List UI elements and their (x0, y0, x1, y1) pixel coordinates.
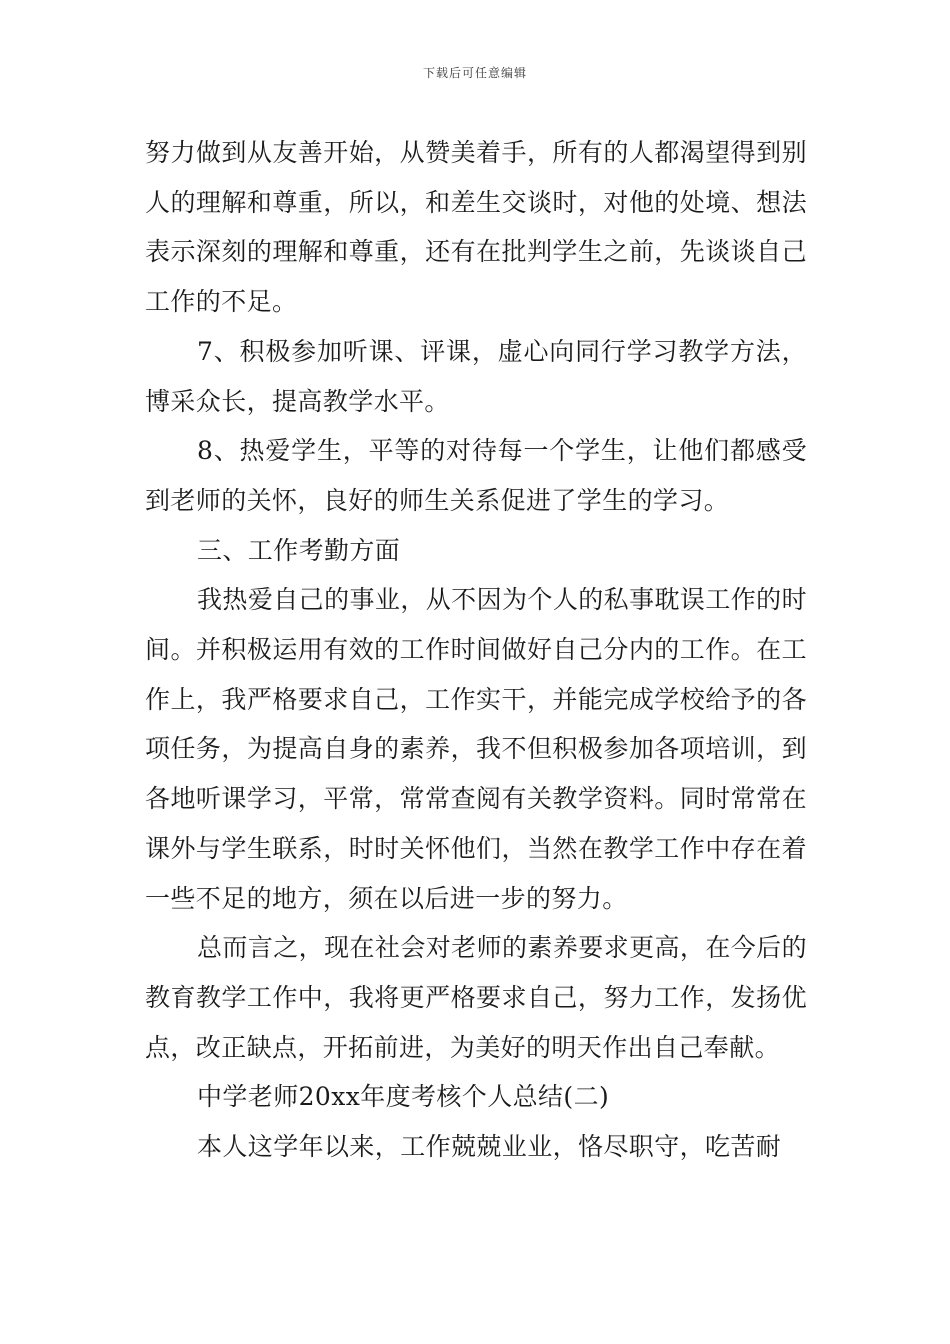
paragraph-5: 我热爱自己的事业，从不因为个人的私事耽误工作的时间。并积极运用有效的工作时间做好自己分内的工作。在工作上，我严格要求自己，工作实干，并能完成学校给予的各项任务，为提高自身的素养，我不但积极参加各项培训，到各地听课学习，平常，常常查阅有关教学资料。同时常常在课外与学生联系，时时关怀他们，当然在教学工作中存在着一些不足的地方，须在以后进一步的努力。 (145, 585, 807, 913)
page-header: 下载后可任意编辑 (422, 66, 527, 80)
section-heading-attendance: 三、工作考勤方面 (197, 535, 401, 565)
document-body (145, 128, 807, 1172)
document-subtitle: 中学老师20xx年度考核个人总结(二) (197, 1082, 610, 1112)
paragraph-8: 本人这学年以来，工作兢兢业业，恪尽职守，吃苦耐 (197, 1132, 782, 1162)
paragraph-6: 总而言之，现在社会对老师的素养要求更高，在今后的教育教学工作中，我将更严格要求自己，努力工作，发扬优点，改正缺点，开拓前进，为美好的明天作出自己奉献。 (145, 933, 807, 1062)
paragraph-3: 8、热爱学生，平等的对待每一个学生，让他们都感受到老师的关怀，良好的师生关系促进了学生的学习。 (145, 436, 807, 515)
paragraph-2: 7、积极参加听课、评课，虚心向同行学习教学方法，博采众长，提高教学水平。 (145, 336, 807, 416)
paragraph-1: 努力做到从友善开始，从赞美着手，所有的人都渴望得到别人的理解和尊重，所以，和差生交谈时，对他的处境、想法表示深刻的理解和尊重，还有在批判学生之前，先谈谈自己工作的不足。 (145, 138, 807, 317)
